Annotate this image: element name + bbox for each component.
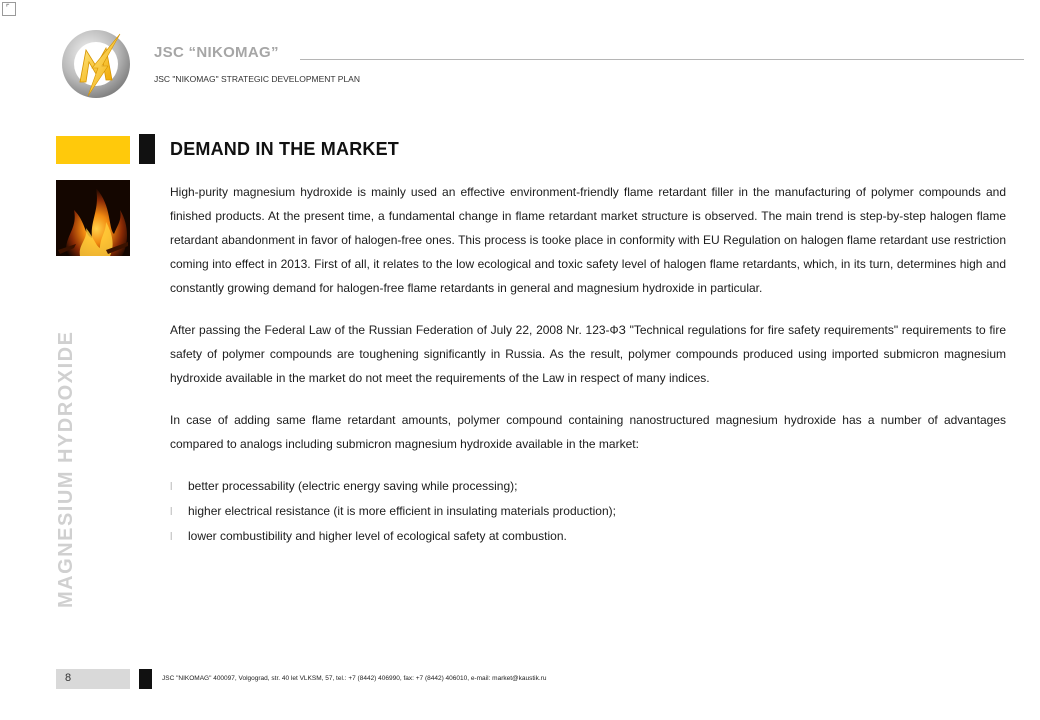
main-content [170, 180, 1006, 549]
paragraph-advantages-intro: In case of adding same flame retardant amounts, polymer compound containing nanostructured magnesium hydroxide has a number of advantages compared to analogs including submicron magnesium hydroxide available in the market: [170, 413, 1006, 451]
list-item [170, 499, 1006, 524]
side-category-label: MAGNESIUM HYDROXIDE [55, 330, 77, 608]
header-subtitle: JSC "NIKOMAG" STRATEGIC DEVELOPMENT PLAN [154, 74, 360, 84]
corner-icon [2, 2, 16, 16]
company-name: JSC “NIKOMAG” [154, 44, 279, 61]
accent-block [56, 136, 130, 164]
bullet-mark: l [170, 481, 173, 493]
fire-image [56, 180, 130, 256]
corner-icon-glyph: ⌜ [6, 3, 10, 12]
company-logo [58, 26, 134, 102]
bullet-mark: l [170, 506, 173, 518]
list-item [170, 524, 1006, 549]
list-item-text: higher electrical resistance (it is more efficient in insulating materials production); [188, 504, 616, 518]
advantages-list [170, 474, 1006, 549]
footer-marker [139, 669, 152, 689]
header-divider [300, 59, 1024, 60]
bullet-mark: l [170, 531, 173, 543]
section-title: DEMAND IN THE MARKET [170, 139, 399, 159]
page-number-box [56, 669, 130, 689]
footer-contact: JSC "NIKOMAG" 400097, Volgograd, str. 40 let VLKSM, 57, tel.: +7 (8442) 406990, fax: +7 (8442) 406010, e-mail: market@kaustik.ru [162, 675, 547, 682]
list-item [170, 474, 1006, 499]
title-marker [139, 134, 155, 164]
list-item-text: better processability (electric energy saving while processing); [188, 479, 518, 493]
paragraph-market-overview: High-purity magnesium hydroxide is mainly used an effective environment-friendly flame retardant filler in the manufacturing of polymer compounds and finished products. At the present time, a fundamental change in flame retardant market structure is observed. The main trend is step-by-step halogen flame retardant abandonment in favor of halogen-free ones. This process is tooke place in conformity with EU Regulation on halogen flame retardant use restriction coming into effect in 2013. First of all, it relates to the low ecological and toxic safety level of halogen flame retardants, which, in its turn, determines high and constantly growing demand for halogen-free flame retardants in general and magnesium hydroxide in particular. [170, 185, 1006, 295]
list-item-text: lower combustibility and higher level of ecological safety at combustion. [188, 529, 567, 543]
page-number: 8 [65, 672, 72, 684]
paragraph-federal-law: After passing the Federal Law of the Russian Federation of July 22, 2008 Nr. 123-ФЗ "Technical regulations for fire safety requirements" requirements to fire safety of polymer compounds are toughening significantly in Russia. As the result, polymer compounds produced using imported submicron magnesium hydroxide available in the market do not meet the requirements of the Law in respect of many indices. [170, 323, 1006, 385]
